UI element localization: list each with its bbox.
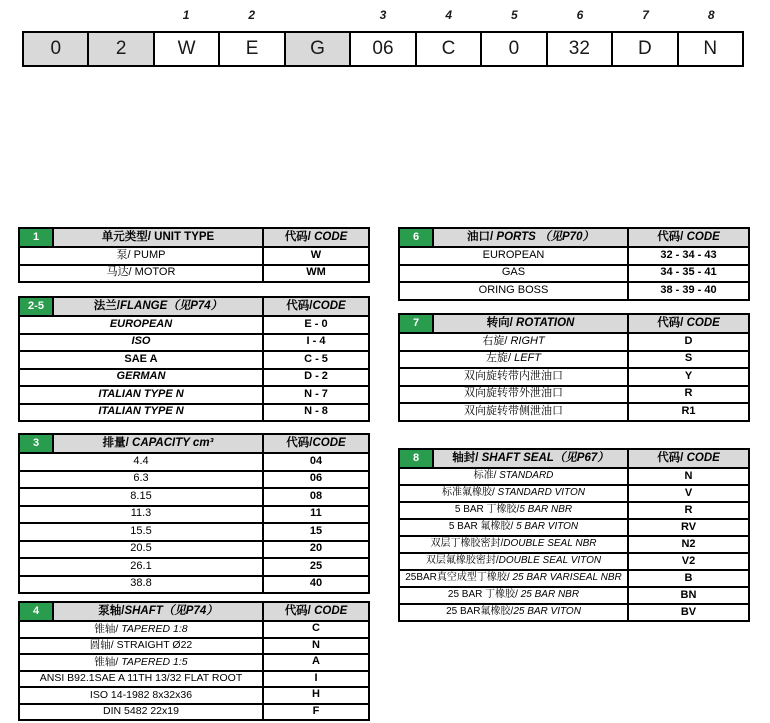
table-title (433, 228, 628, 247)
label-text-italic: CODE (683, 231, 720, 244)
table-title (433, 314, 628, 333)
label-text: 代码/ (657, 231, 684, 244)
row-code: N - 7 (263, 386, 369, 404)
label-text-italic: STANDARD VITON (494, 487, 585, 499)
table-row (399, 368, 749, 386)
row-label (19, 704, 263, 721)
table-row (399, 536, 749, 553)
row-label (19, 386, 263, 404)
row-label (399, 604, 628, 621)
table-row (399, 351, 749, 369)
row-label (399, 282, 628, 300)
table-title (53, 297, 263, 316)
label-text-italic: SHAFT（见P74） (124, 605, 218, 618)
row-label (19, 247, 263, 265)
table-ports (398, 227, 750, 301)
label-text-italic: 5 BAR VITON (513, 521, 579, 533)
row-code: I - 4 (263, 334, 369, 352)
row-label (399, 386, 628, 404)
row-label (19, 671, 263, 688)
table-number-badge: 2-5 (19, 297, 53, 316)
row-code: C - 5 (263, 351, 369, 369)
table-row (19, 488, 369, 506)
table-row (19, 265, 369, 283)
row-code: N - 8 (263, 404, 369, 422)
position-number: 4 (445, 8, 452, 22)
label-text: 26.1 (130, 559, 152, 572)
label-text: 双向旋转带侧泄油口 (464, 404, 563, 417)
table-row (19, 386, 369, 404)
label-text-italic: ROTATION (512, 317, 575, 330)
table-row (19, 247, 369, 265)
position-number (22, 8, 88, 28)
row-code: D (628, 333, 749, 351)
position-number: 7 (642, 8, 649, 22)
ordering-code-strip (22, 31, 744, 67)
label-text: 11.3 (130, 507, 152, 520)
row-label (399, 333, 628, 351)
code-cell: W (153, 33, 218, 65)
label-text: 锥轴/ (94, 622, 119, 635)
table-row (19, 704, 369, 721)
code-column-header (263, 434, 369, 453)
row-code: 04 (263, 453, 369, 471)
table-number-badge: 8 (399, 449, 433, 468)
table-row (399, 282, 749, 300)
row-label (399, 553, 628, 570)
table-row (399, 604, 749, 621)
code-column-header (628, 228, 749, 247)
label-text: 标准/ (473, 470, 497, 482)
row-label (19, 576, 263, 594)
label-text-italic: CODE (683, 317, 720, 330)
row-code: S (628, 351, 749, 369)
label-text: 左旋/ (485, 352, 512, 365)
table-row (399, 587, 749, 604)
row-label (19, 334, 263, 352)
label-text: 代码/ (284, 605, 311, 618)
row-code: RV (628, 519, 749, 536)
row-code: N (263, 638, 369, 655)
label-text-italic: CODE (312, 300, 346, 313)
row-code: B (628, 570, 749, 587)
label-text: 代码/ (657, 317, 684, 330)
row-label (19, 506, 263, 524)
position-number (285, 8, 351, 28)
code-column-header (628, 314, 749, 333)
row-label (399, 570, 628, 587)
row-code: 06 (263, 471, 369, 489)
table-title (53, 434, 263, 453)
row-label (19, 654, 263, 671)
row-code: 20 (263, 541, 369, 559)
label-text: 25 BAR氟橡胶/ (446, 606, 514, 618)
row-code: 15 (263, 523, 369, 541)
row-label (19, 369, 263, 387)
label-text-italic: SHAFT SEAL（见P67） (478, 452, 609, 465)
row-label (19, 404, 263, 422)
table-row (399, 247, 749, 265)
row-code: R (628, 386, 749, 404)
table-unit-type (18, 227, 370, 283)
row-code: BN (628, 587, 749, 604)
label-text-italic: LEFT (511, 352, 541, 365)
table-row (19, 638, 369, 655)
row-label (19, 638, 263, 655)
table-number-badge: 4 (19, 602, 53, 621)
label-text: DIN 5482 22x19 (103, 705, 179, 718)
label-text: 15.5 (130, 524, 152, 537)
table-row (19, 453, 369, 471)
row-code: A (263, 654, 369, 671)
row-code: WM (263, 265, 369, 283)
table-flange (18, 296, 370, 422)
table-title (433, 449, 628, 468)
label-text: 双层氟橡胶密封/ (425, 555, 499, 567)
label-text: 20.5 (130, 542, 152, 555)
row-code: 38 - 39 - 40 (628, 282, 749, 300)
table-row (19, 471, 369, 489)
table-row (399, 485, 749, 502)
table-row (19, 506, 369, 524)
label-text-italic: DOUBLE SEAL VITON (498, 555, 602, 567)
label-text-italic: 25 BAR NBR (517, 589, 580, 601)
table-row (19, 541, 369, 559)
row-label (19, 488, 263, 506)
label-text: 轴封/ (452, 452, 479, 465)
row-label (399, 536, 628, 553)
label-text-italic: STANDARD (496, 470, 554, 482)
label-text-italic: FLANGE（见P74） (119, 300, 223, 313)
code-cell: 0 (24, 33, 87, 65)
row-code: N (628, 468, 749, 485)
row-code: 40 (263, 576, 369, 594)
row-code: 34 - 35 - 41 (628, 265, 749, 283)
label-text: 代码/ (284, 231, 311, 244)
label-text: 代码/ (286, 300, 313, 313)
label-text: 双层丁橡胶密封/ (430, 538, 504, 550)
table-number-badge: 1 (19, 228, 53, 247)
label-text: 排量/ (102, 437, 129, 450)
row-label (19, 558, 263, 576)
position-number: 5 (510, 8, 518, 22)
table-row (399, 333, 749, 351)
row-label (399, 265, 628, 283)
row-code: V2 (628, 553, 749, 570)
table-row (19, 558, 369, 576)
label-text-italic: 25 BAR VITON (513, 606, 581, 618)
row-label (19, 265, 263, 283)
row-label (19, 621, 263, 638)
row-label (399, 403, 628, 421)
label-text: 4.4 (133, 454, 149, 467)
table-title (53, 602, 263, 621)
code-cell: D (611, 33, 676, 65)
label-text: ANSI B92.1SAE A 11TH 13/32 FLAT ROOT (39, 672, 243, 685)
table-row (19, 404, 369, 422)
position-number: 1 (182, 8, 190, 22)
table-row (19, 687, 369, 704)
row-code: V (628, 485, 749, 502)
position-number: 2 (248, 8, 256, 22)
label-text: 油口/ (467, 231, 494, 244)
row-code: 25 (263, 558, 369, 576)
table-row (19, 523, 369, 541)
label-text: 6.3 (133, 472, 149, 485)
label-text: 代码/ (657, 452, 684, 465)
label-text: 8.15 (130, 489, 152, 502)
row-label (19, 541, 263, 559)
code-cell: 2 (87, 33, 152, 65)
code-column-header (628, 449, 749, 468)
row-label (19, 471, 263, 489)
table-row (399, 553, 749, 570)
label-text: 单元类型/ UNIT TYPE (101, 231, 215, 244)
row-label (19, 351, 263, 369)
code-column-header (263, 228, 369, 247)
table-row (19, 334, 369, 352)
label-text: 双向旋转带内泄油口 (464, 369, 563, 382)
table-row (399, 502, 749, 519)
label-text-italic: CODE (312, 437, 346, 450)
table-row (19, 351, 369, 369)
row-label (19, 453, 263, 471)
code-column-header (263, 297, 369, 316)
row-code: E - 0 (263, 316, 369, 334)
label-text: 标准氟橡胶/ (442, 487, 495, 499)
table-row (19, 316, 369, 334)
row-label (399, 351, 628, 369)
label-text: 25 BAR 丁橡胶/ (447, 589, 518, 601)
label-text-italic: 5 BAR NBR (519, 504, 573, 516)
table-row (19, 369, 369, 387)
row-code: R1 (628, 403, 749, 421)
row-code: R (628, 502, 749, 519)
label-text-italic: DOUBLE SEAL NBR (503, 538, 597, 550)
label-text: GAS (501, 266, 526, 279)
row-label (19, 523, 263, 541)
label-text: 圆轴/ STRAIGHT Ø22 (89, 639, 193, 652)
label-text: 38.8 (130, 577, 152, 590)
row-label (399, 502, 628, 519)
table-number-badge: 7 (399, 314, 433, 333)
label-text: 转向/ (486, 317, 513, 330)
table-title (53, 228, 263, 247)
row-label (399, 519, 628, 536)
label-text-italic: TAPERED 1:5 (118, 655, 188, 668)
row-code: C (263, 621, 369, 638)
row-label (399, 368, 628, 386)
row-code: D - 2 (263, 369, 369, 387)
table-row (19, 671, 369, 688)
position-number (88, 8, 154, 28)
row-label (399, 587, 628, 604)
table-number-badge: 6 (399, 228, 433, 247)
label-text: 马达/ MOTOR (106, 266, 176, 279)
table-rotation (398, 313, 750, 422)
code-cell: G (284, 33, 349, 65)
row-code: H (263, 687, 369, 704)
label-text: 5 BAR 丁橡胶/ (454, 504, 520, 516)
label-text: 泵/ PUMP (116, 248, 166, 261)
table-row (399, 403, 749, 421)
label-text: 5 BAR 氟橡胶/ (448, 521, 514, 533)
position-number-row (22, 8, 744, 28)
table-row (399, 386, 749, 404)
code-cell: E (218, 33, 283, 65)
label-text: 双向旋转带外泄油口 (464, 387, 563, 400)
label-text-italic: CODE (683, 452, 720, 465)
table-shaft (18, 601, 370, 721)
label-text-italic: GERMAN (116, 370, 166, 383)
table-row (19, 654, 369, 671)
label-text: 法兰/ (93, 300, 120, 313)
row-label (399, 468, 628, 485)
row-code: W (263, 247, 369, 265)
code-cell: N (677, 33, 742, 65)
label-text-italic: TAPERED 1:8 (118, 622, 188, 635)
label-text: 25BAR真空成型丁橡胶/ (405, 572, 510, 584)
row-code: 11 (263, 506, 369, 524)
code-cell: 32 (546, 33, 611, 65)
table-row (399, 570, 749, 587)
label-text-italic: ISO (131, 335, 151, 348)
row-code: BV (628, 604, 749, 621)
code-cell: 06 (349, 33, 414, 65)
row-label (19, 316, 263, 334)
label-text-italic: CAPACITY cm³ (128, 437, 214, 450)
table-row (399, 468, 749, 485)
label-text: ISO 14-1982 8x32x36 (89, 688, 193, 701)
row-label (399, 247, 628, 265)
table-row (19, 621, 369, 638)
table-row (19, 576, 369, 594)
table-row (399, 265, 749, 283)
code-column-header (263, 602, 369, 621)
row-code: I (263, 671, 369, 688)
row-code: 32 - 34 - 43 (628, 247, 749, 265)
label-text: 右旋/ (482, 334, 508, 347)
label-text-italic: ITALIAN TYPE N (98, 387, 184, 400)
position-number: 6 (576, 8, 584, 22)
label-text-italic: 25 BAR VARISEAL NBR (509, 572, 622, 584)
code-cell: 0 (480, 33, 545, 65)
row-label (19, 687, 263, 704)
label-text: 代码/ (286, 437, 313, 450)
row-code: 08 (263, 488, 369, 506)
label-text: ORING BOSS (478, 283, 549, 296)
label-text-italic: RIGHT (507, 334, 545, 347)
label-text: EUROPEAN (482, 248, 545, 261)
row-label (399, 485, 628, 502)
position-number: 3 (379, 8, 387, 22)
row-code: F (263, 704, 369, 721)
label-text-italic: PORTS （见P70） (493, 231, 594, 244)
table-row (399, 519, 749, 536)
row-code: Y (628, 368, 749, 386)
label-text-italic: CODE (310, 231, 348, 244)
label-text: 泵轴/ (98, 605, 125, 618)
table-capacity (18, 433, 370, 594)
label-text-italic: ITALIAN TYPE N (98, 405, 184, 418)
label-text: 锥轴/ (94, 655, 119, 668)
row-code: N2 (628, 536, 749, 553)
label-text-italic: EUROPEAN (109, 317, 173, 330)
label-text-italic: CODE (310, 605, 348, 618)
table-number-badge: 3 (19, 434, 53, 453)
label-text: SAE A (124, 352, 158, 365)
code-cell: C (415, 33, 480, 65)
table-shaft-seal (398, 448, 750, 622)
position-number: 8 (707, 8, 715, 22)
